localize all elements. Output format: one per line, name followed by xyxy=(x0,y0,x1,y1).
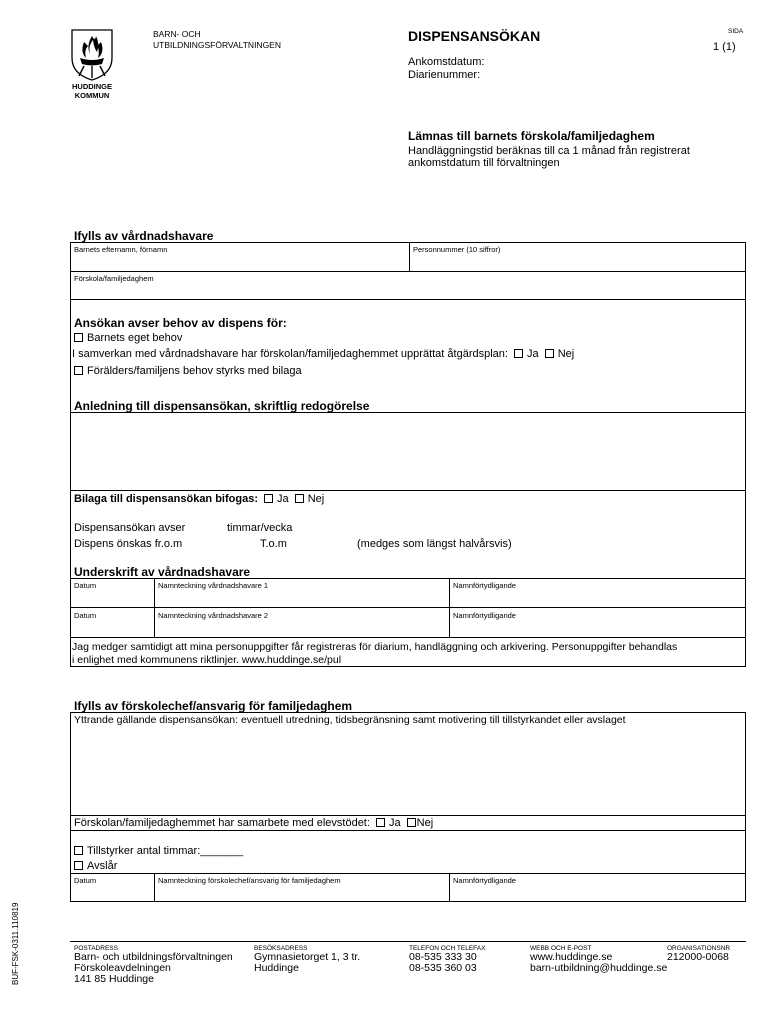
phone-label: TELEFON OCH TELEFAX xyxy=(409,945,486,952)
to-date-label: T.o.m xyxy=(260,538,287,550)
name-clarification-label: Namnförtydligande xyxy=(453,581,516,590)
name-clarification-1-input[interactable] xyxy=(453,590,742,605)
principal-heading: Ifylls av förskolechef/ansvarig för familjedaghem xyxy=(74,699,353,713)
email-link[interactable]: barn-utbildning@huddinge.se xyxy=(530,962,668,974)
intro-line: ankomstdatum till förvaltningen xyxy=(408,157,560,169)
action-plan-yes-checkbox[interactable] xyxy=(514,349,523,358)
attachment-no-checkbox[interactable] xyxy=(295,494,304,503)
consent-line: Jag medger samtidigt att mina personuppgifter får registreras för diarium, handläggning och arkivering. Personuppgifter behandlas xyxy=(72,641,678,653)
sida-label: SIDA xyxy=(728,28,744,35)
preschool-label: Förskola/familjedaghem xyxy=(74,274,154,283)
visiting-address-label: BESÖKSADRESS xyxy=(254,945,308,952)
page-number: 1 (1) xyxy=(713,41,736,53)
signature-heading: Underskrift av vårdnadshavare xyxy=(74,565,251,579)
action-plan-no-checkbox[interactable] xyxy=(545,349,554,358)
guardian-heading: Ifylls av vårdnadshavare xyxy=(74,229,214,243)
org-line: UTBILDNINGSFÖRVALTNINGEN xyxy=(153,40,281,50)
own-need-checkbox[interactable] xyxy=(74,333,83,342)
postal-line: Förskoleavdelningen xyxy=(74,962,171,974)
signature-2-input[interactable] xyxy=(158,620,445,635)
registry-number-field: Diarienummer: xyxy=(408,69,481,81)
max-period-note: (medges som längst halvårsvis) xyxy=(357,538,512,550)
principal-signature-label: Namnteckning förskolechef/ansvarig för familjedaghem xyxy=(158,876,341,885)
family-need-label: Förälders/familjens behov styrks med bilaga xyxy=(87,365,302,377)
dispens-heading: Ansökan avser behov av dispens för: xyxy=(74,316,287,330)
date-label: Datum xyxy=(74,581,97,590)
attachment-label: Bilaga till dispensansökan bifogas: xyxy=(74,493,258,505)
phone-line: 08-535 333 30 xyxy=(409,951,477,963)
own-need-label: Barnets eget behov xyxy=(87,332,183,344)
org-number-value: 212000-0068 xyxy=(667,951,729,963)
attachment-yes-checkbox[interactable] xyxy=(264,494,273,503)
from-date-label: Dispens önskas fr.o.m xyxy=(74,538,183,550)
form-code: BUF-FSK-0311.110819 xyxy=(11,902,20,985)
intro-heading: Lämnas till barnets förskola/familjedaghem xyxy=(408,129,655,143)
intro-line: Handläggningstid beräknas till ca 1 månad från registrerat xyxy=(408,145,690,157)
logo-text-line: HUDDINGE xyxy=(71,82,112,91)
org-line: BARN- OCH xyxy=(153,29,201,39)
consent-line: i enlighet med kommunens riktlinjer. www.huddinge.se/pul xyxy=(72,654,342,666)
phone-fax xyxy=(409,945,485,974)
web-label: WEBB OCH E-POST xyxy=(530,945,592,952)
hours-label: timmar/vecka xyxy=(227,522,293,534)
coat-of-arms-icon xyxy=(62,24,122,84)
personnummer-input[interactable] xyxy=(413,253,743,269)
child-name-label: Barnets efternamn, förnamn xyxy=(74,245,168,254)
website-link[interactable]: www.huddinge.se xyxy=(530,951,613,963)
personnummer-label: Personnummer (10 siffror) xyxy=(413,245,501,254)
consent-text xyxy=(72,641,747,667)
logo-text-line: KOMMUN xyxy=(74,91,110,100)
approve-checkbox[interactable] xyxy=(74,846,83,855)
visiting-line: Gymnasietorget 1, 3 tr. xyxy=(254,951,361,963)
org-number-label: ORGANISATIONSNR xyxy=(667,945,731,952)
scope-label: Dispensansökan avser xyxy=(74,522,186,534)
reason-heading: Anledning till dispensansökan, skriftlig redogörelse xyxy=(74,399,370,413)
org-number xyxy=(667,945,730,963)
preschool-input[interactable] xyxy=(74,282,742,298)
header-fields xyxy=(408,56,484,82)
intro-text xyxy=(408,145,690,169)
cooperation-text: Förskolan/familjedaghemmet har samarbete med elevstödet: xyxy=(74,817,370,829)
document-title: DISPENSANSÖKAN xyxy=(408,28,541,44)
approve-label: Tillstyrker antal timmar:_______ xyxy=(87,845,244,857)
no-label: Nej xyxy=(307,493,325,505)
action-plan-text: I samverkan med vårdnadshavare har förskolan/familjedaghemmet upprättat åtgärdsplan: xyxy=(72,348,508,360)
cooperation-no-checkbox[interactable] xyxy=(407,818,416,827)
principal-name-input[interactable] xyxy=(453,885,742,900)
postal-address-label: POSTADRESS xyxy=(74,945,118,952)
name-clarification-label: Namnförtydligande xyxy=(453,611,516,620)
reason-textarea[interactable] xyxy=(74,416,742,486)
no-label: Nej xyxy=(557,348,575,360)
name-clarification-label: Namnförtydligande xyxy=(453,876,516,885)
organization-name xyxy=(153,29,281,51)
postal-line: Barn- och utbildningsförvaltningen xyxy=(74,951,233,963)
signature-1-input[interactable] xyxy=(158,590,445,605)
municipality-logo xyxy=(62,24,122,102)
visiting-address xyxy=(254,945,360,974)
principal-date-input[interactable] xyxy=(74,885,150,900)
signature-2-label: Namnteckning vårdnadshavare 2 xyxy=(158,611,269,620)
principal-signature-input[interactable] xyxy=(158,885,445,900)
signature-1-label: Namnteckning vårdnadshavare 1 xyxy=(158,581,269,590)
statement-textarea[interactable] xyxy=(74,728,742,812)
date-1-input[interactable] xyxy=(74,590,150,605)
date-label: Datum xyxy=(74,611,97,620)
reject-checkbox[interactable] xyxy=(74,861,83,870)
date-label: Datum xyxy=(74,876,97,885)
statement-label: Yttrande gällande dispensansökan: eventuell utredning, tidsbegränsning samt motivering till tillstyrkandet eller avslaget xyxy=(74,714,626,726)
web-email xyxy=(530,945,667,974)
yes-label: Ja xyxy=(277,493,289,505)
no-label: Nej xyxy=(416,817,434,829)
child-name-input[interactable] xyxy=(74,253,404,269)
name-clarification-2-input[interactable] xyxy=(453,620,742,635)
date-2-input[interactable] xyxy=(74,620,150,635)
yes-label: Ja xyxy=(388,817,401,829)
yes-label: Ja xyxy=(527,348,539,360)
postal-line: 141 85 Huddinge xyxy=(74,973,154,985)
postal-address xyxy=(74,945,233,985)
visiting-line: Huddinge xyxy=(254,962,299,974)
fax-line: 08-535 360 03 xyxy=(409,962,477,974)
family-need-checkbox[interactable] xyxy=(74,366,83,375)
cooperation-yes-checkbox[interactable] xyxy=(376,818,385,827)
reject-label: Avslår xyxy=(87,860,118,872)
arrival-date-field: Ankomstdatum: xyxy=(408,56,485,68)
